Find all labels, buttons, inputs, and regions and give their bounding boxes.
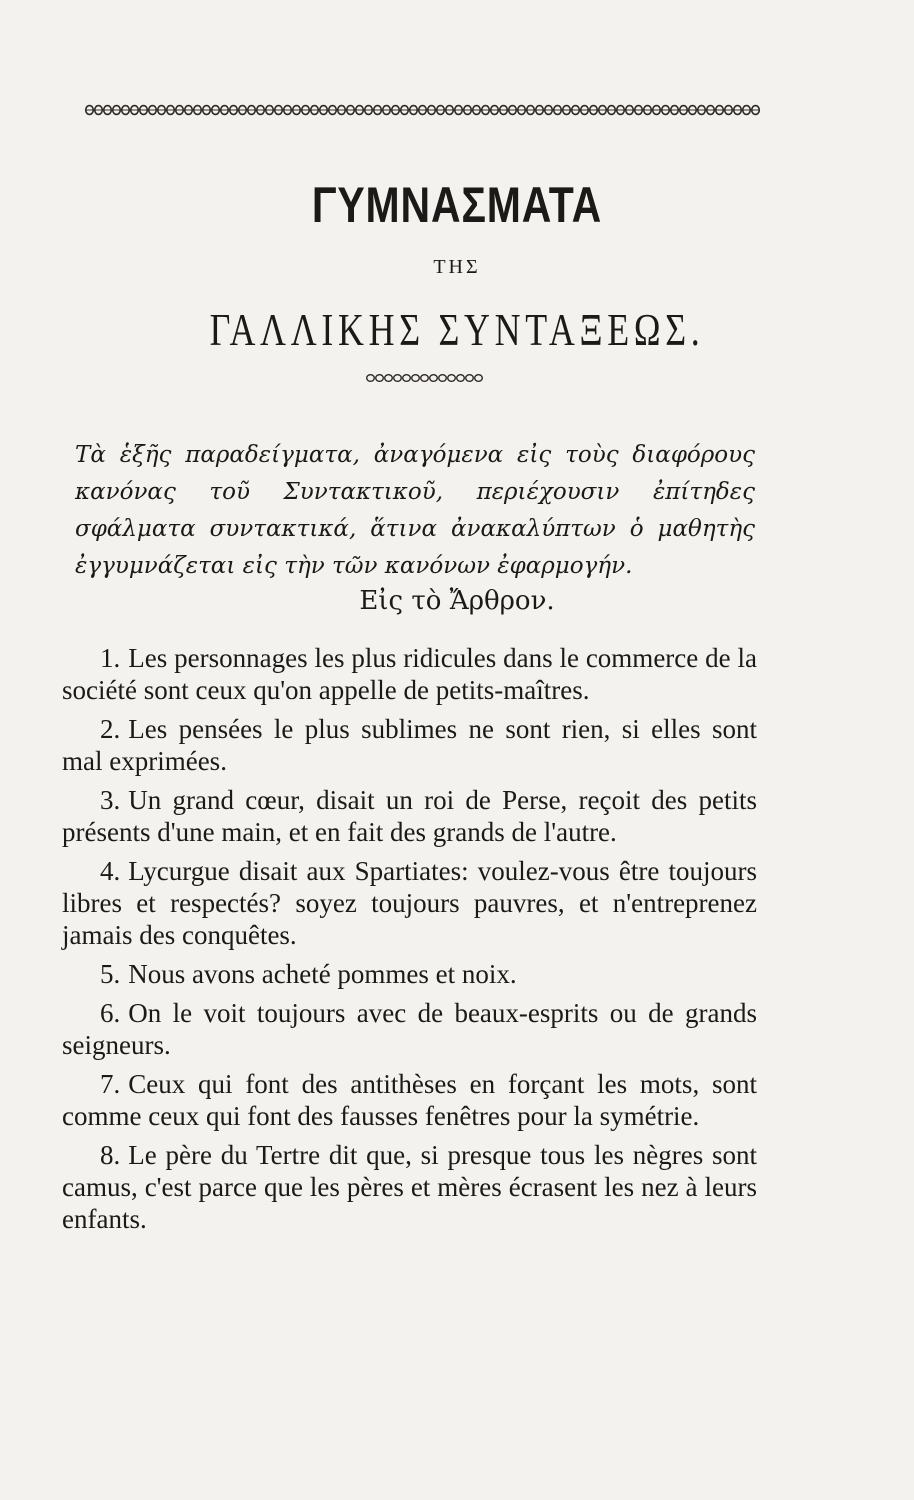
exercise-text: Lycurgue disait aux Spartiates: voulez-vous être toujours libres et respectés? soyez toujours pauvres, et n'entreprenez jamais des conquêtes. xyxy=(62,856,757,950)
exercise-text: On le voit toujours avec de beaux-esprits ou de grands seigneurs. xyxy=(62,998,757,1060)
exercise-item xyxy=(62,1139,757,1235)
exercise-item xyxy=(62,784,757,848)
intro-paragraph: Τὰ ἑξῆς παραδείγματα, ἀναγόμενα εἰς τοὺς διαφόρους κανόνας τοῦ Συντακτικοῦ, περιέχουσιν ἐπίτηδες σφάλματα συντακτικά, ἅτινα ἀνακαλύπτων ὁ μαθητὴς ἐγγυμνάζεται εἰς τὴν τῶν κανόνων ἐφαρμογήν. xyxy=(75,442,755,579)
exercise-number: 8. xyxy=(100,1140,121,1170)
section-heading: Εἰς τὸ Ἄρθρον. xyxy=(359,586,555,616)
exercise-number: 6. xyxy=(100,998,121,1028)
exercise-list xyxy=(62,642,757,1242)
exercise-text: Les pensées le plus sublimes ne sont rien, si elles sont mal exprimées. xyxy=(62,714,757,776)
exercise-text: Un grand cœur, disait un roi de Perse, reçoit des petits présents d'une main, et en fait des grands de l'autre. xyxy=(62,785,757,847)
exercise-item xyxy=(62,958,757,990)
exercise-number: 5. xyxy=(100,959,121,989)
ornamental-rule-top xyxy=(85,102,760,118)
exercise-item xyxy=(62,855,757,951)
exercise-item xyxy=(62,1068,757,1132)
exercise-number: 7. xyxy=(100,1069,121,1099)
ornamental-rule-small xyxy=(366,372,486,384)
exercise-number: 4. xyxy=(100,856,121,886)
exercise-text: Le père du Tertre dit que, si presque tous les nègres sont camus, c'est parce que les pères et mères écrasent les nez à leurs enfants. xyxy=(62,1140,757,1234)
exercise-item xyxy=(62,642,757,706)
exercise-number: 2. xyxy=(100,714,121,744)
page-title: ΓΥΜΝΑΣΜΑΤΑ xyxy=(311,177,603,233)
exercise-item xyxy=(62,713,757,777)
page-subtitle: ΓΑΛΛΙΚΗΣ ΣΥΝΤΑΞΕΩΣ. xyxy=(209,304,705,355)
exercise-text: Ceux qui font des antithèses en forçant les mots, sont comme ceux qui font des fausses fenêtres pour la symétrie. xyxy=(62,1069,757,1131)
exercise-text: Nous avons acheté pommes et noix. xyxy=(128,959,517,989)
exercise-number: 3. xyxy=(100,785,121,815)
title-article: ΤΗΣ xyxy=(433,256,481,278)
exercise-item xyxy=(62,997,757,1061)
exercise-number: 1. xyxy=(100,643,121,673)
exercise-text: Les personnages les plus ridicules dans le commerce de la société sont ceux qu'on appelle de petits-maîtres. xyxy=(62,643,757,705)
